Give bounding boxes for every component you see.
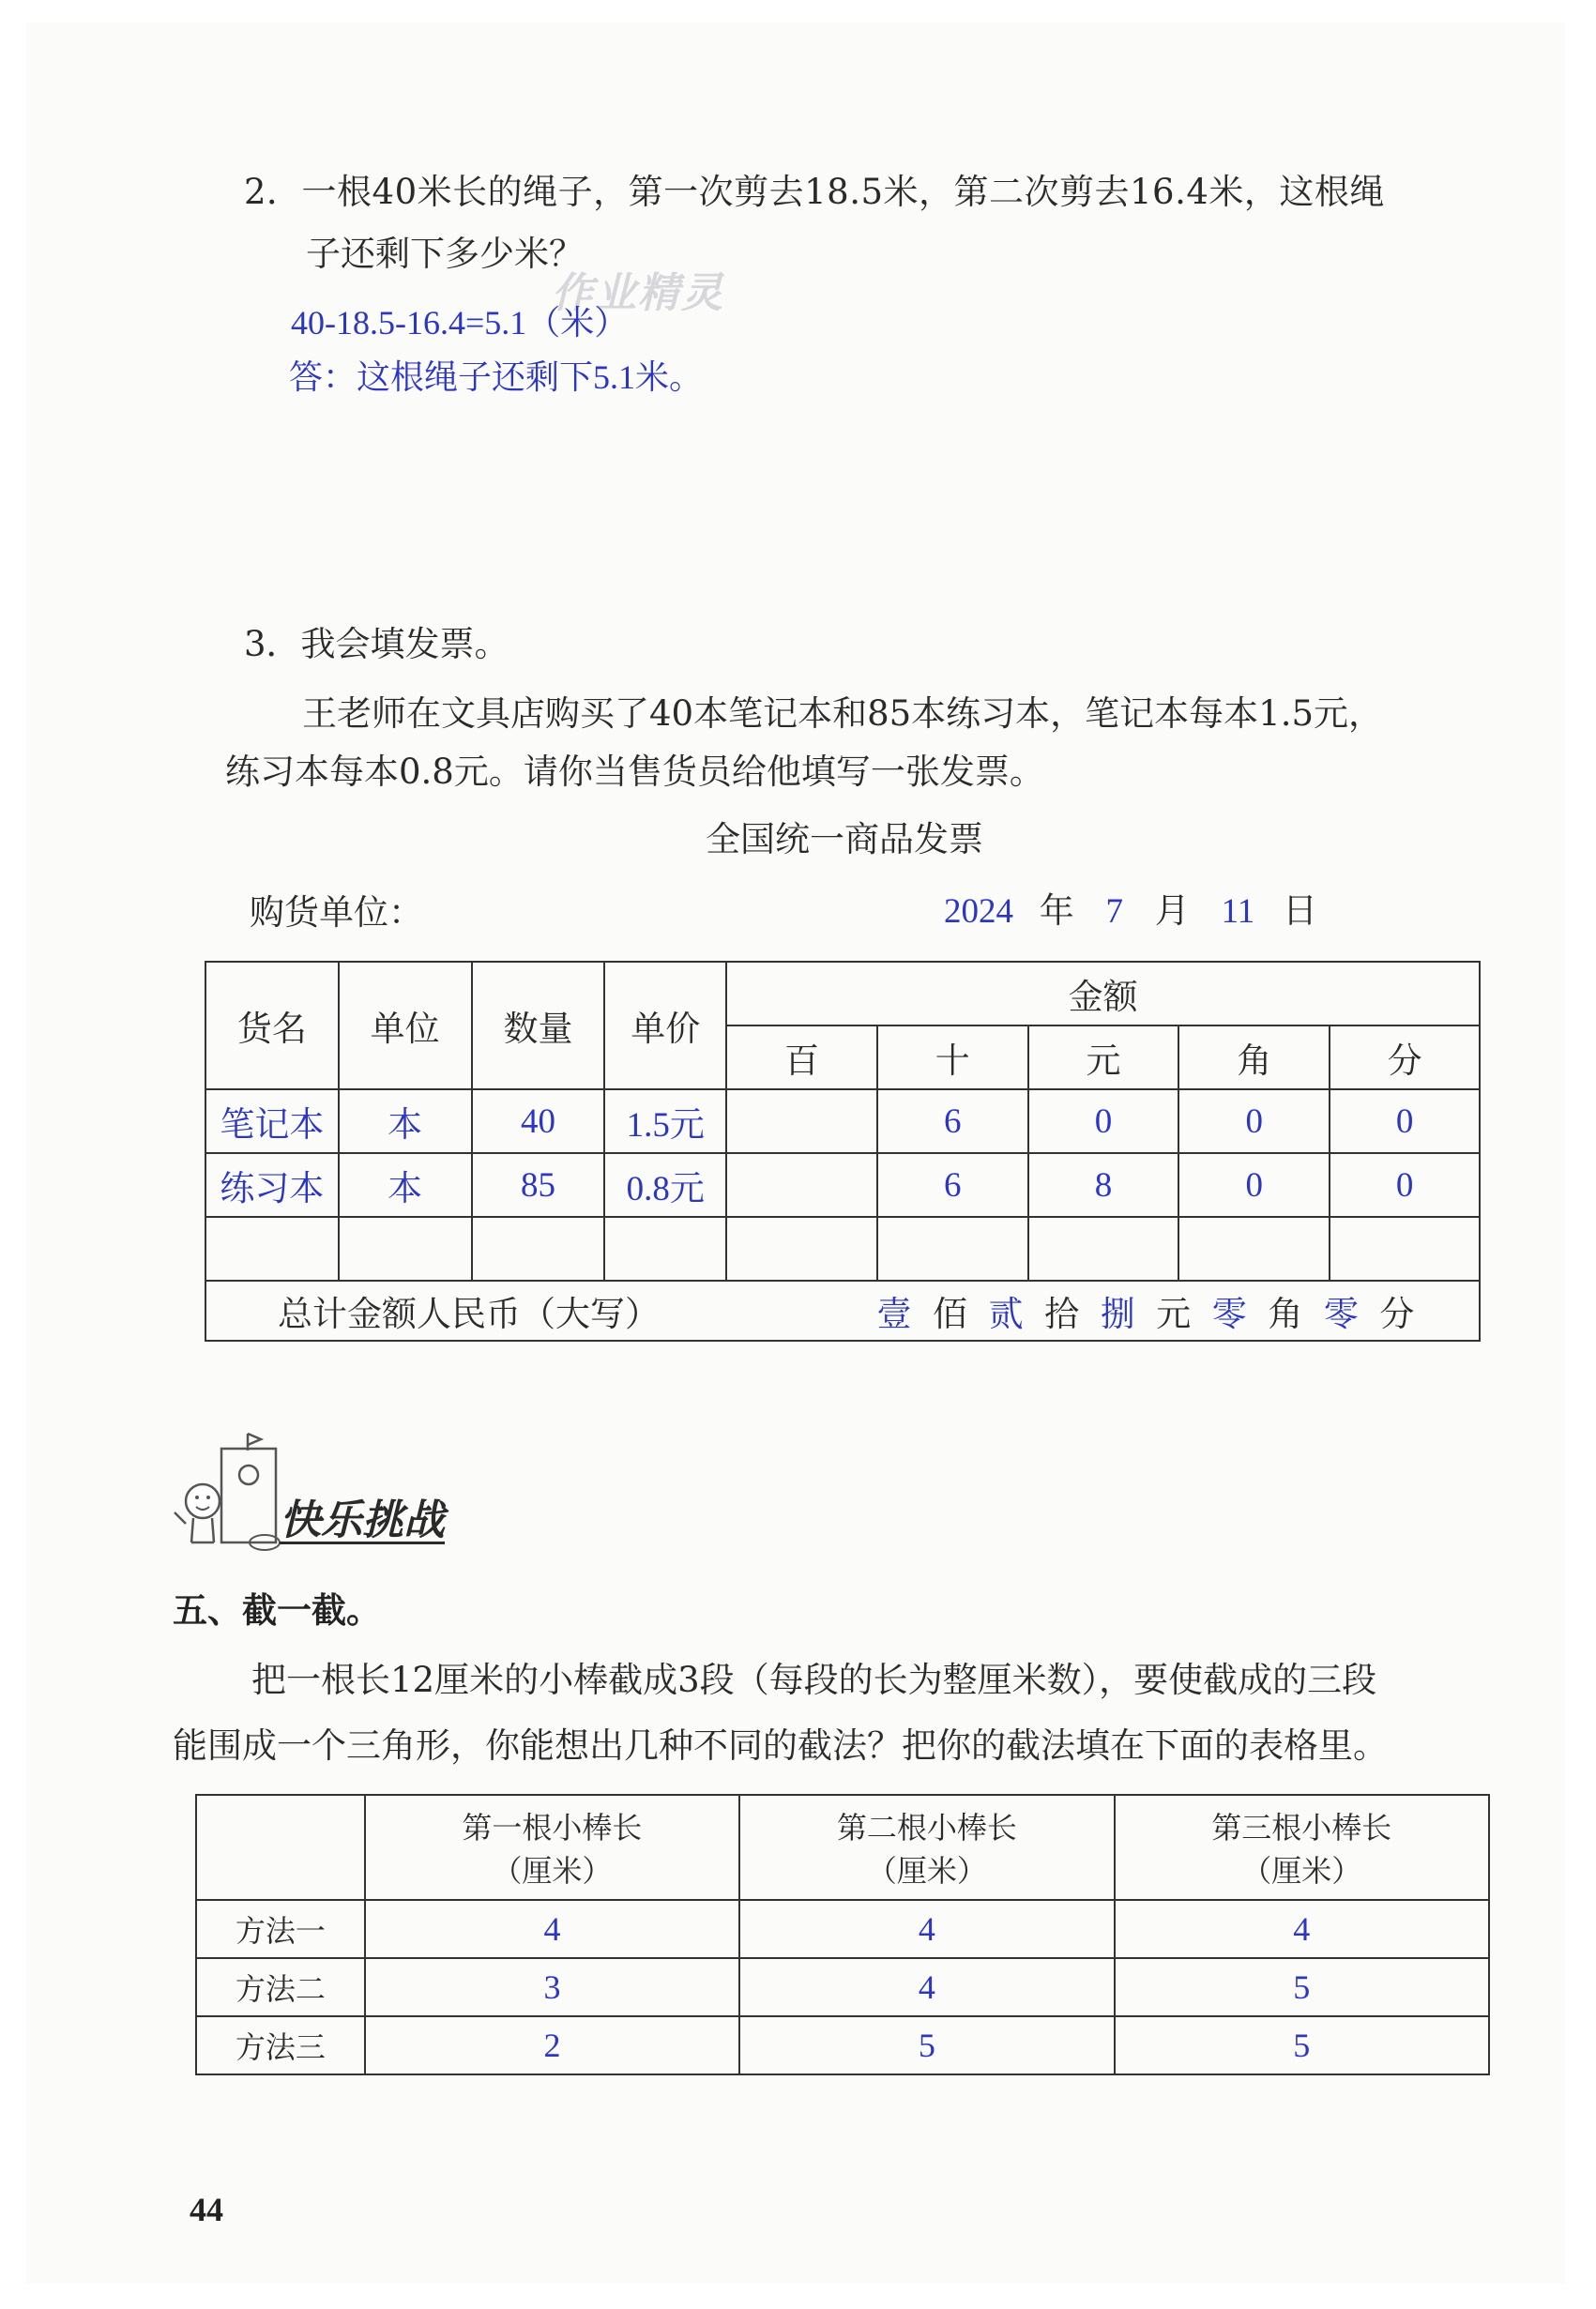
header-name: 货名: [205, 962, 339, 1089]
row-digit: 0: [1178, 1153, 1330, 1217]
amount-col-fen: 分: [1330, 1025, 1480, 1089]
row-digit: 0: [1330, 1089, 1480, 1153]
q3-paragraph-line2: 练习本每本0.8元。请你当售货员给他填写一张发票。: [225, 752, 1044, 792]
total-char: 零: [1323, 1294, 1359, 1334]
total-char: 零: [1211, 1294, 1247, 1334]
stick-length: 4: [365, 1900, 739, 1958]
invoice-title: 全国统一商品发票: [706, 819, 983, 859]
total-char: 拾: [1044, 1294, 1080, 1334]
q3-title: 3．我会填发票。: [244, 624, 509, 664]
q2-text-line1: 2．一根40米长的绳子，第一次剪去18.5米，第二次剪去16.4米，这根绳: [244, 172, 1385, 212]
stick-length: 5: [739, 2016, 1114, 2074]
amount-col-jiao: 角: [1178, 1025, 1330, 1089]
q3-paragraph-line1: 王老师在文具店购买了40本笔记本和85本练习本，笔记本每本1.5元，: [302, 693, 1384, 734]
stick-length: 5: [1115, 2016, 1489, 2074]
stick-length: 5: [1115, 1958, 1489, 2016]
total-row: [205, 1281, 1480, 1341]
section-title: 五、截一截。: [173, 1590, 381, 1631]
row-digit: 8: [1028, 1153, 1179, 1217]
method-label: 方法一: [196, 1900, 365, 1958]
table-row: [196, 1900, 1489, 1958]
row-qty: 40: [472, 1089, 605, 1153]
date-month: 7: [1105, 892, 1124, 931]
stick-length: 2: [365, 2016, 739, 2074]
page-number: 44: [190, 2191, 223, 2228]
total-char: 捌: [1100, 1294, 1135, 1334]
method-label: 方法三: [196, 2016, 365, 2074]
row-digit: [726, 1089, 877, 1153]
method-label: 方法二: [196, 1958, 365, 2016]
stick-length: 4: [739, 1958, 1114, 2016]
header-amount: 金额: [726, 962, 1480, 1025]
watermark: 作业精灵: [552, 269, 724, 317]
amount-col-hundreds: 百: [726, 1025, 877, 1089]
col-header-second-stick: 第二根小棒长 （厘米）: [739, 1795, 1114, 1900]
row-name: 笔记本: [205, 1089, 339, 1153]
col-header-first-stick: 第一根小棒长 （厘米）: [365, 1795, 739, 1900]
total-char: 角: [1268, 1294, 1303, 1334]
date-day-label: 日: [1282, 890, 1317, 931]
challenge-paragraph-line2: 能围成一个三角形，你能想出几种不同的截法？把你的截法填在下面的表格里。: [173, 1725, 1388, 1766]
row-unit: 本: [339, 1089, 472, 1153]
stick-length: 4: [739, 1900, 1114, 1958]
row-qty: 85: [472, 1153, 605, 1217]
invoice-table: [205, 961, 1481, 1342]
total-char: 壹: [876, 1294, 912, 1334]
row-unit: 本: [339, 1153, 472, 1217]
row-digit: 0: [1028, 1089, 1179, 1153]
row-price: 0.8元: [604, 1153, 726, 1217]
row-digit: [726, 1153, 877, 1217]
table-row: [196, 1958, 1489, 2016]
row-digit: 0: [1178, 1089, 1330, 1153]
amount-col-tens: 十: [877, 1025, 1028, 1089]
amount-col-yuan: 元: [1028, 1025, 1179, 1089]
total-char: 元: [1156, 1294, 1192, 1334]
stick-length: 4: [1115, 1900, 1489, 1958]
q2-answer-equation: 40-18.5-16.4=5.1（米）: [291, 304, 629, 342]
stick-length: 3: [365, 1958, 739, 2016]
date-year: 2024: [944, 892, 1013, 931]
cutting-methods-table: [195, 1794, 1490, 2075]
q2-text-line2: 子还剩下多少米？: [306, 234, 584, 274]
row-digit: 0: [1330, 1153, 1480, 1217]
challenge-paragraph-line1: 把一根长12厘米的小棒截成3段（每段的长为整厘米数），要使截成的三段: [251, 1660, 1377, 1700]
row-name: 练习本: [205, 1153, 339, 1217]
row-price: 1.5元: [604, 1089, 726, 1153]
total-char: 贰: [988, 1294, 1024, 1334]
buyer-label: 购货单位：: [250, 892, 423, 933]
invoice-date: [944, 882, 1317, 933]
table-row-empty: [205, 1217, 1480, 1281]
row-digit: 6: [877, 1153, 1028, 1217]
header-qty: 数量: [472, 962, 605, 1089]
total-char: 分: [1379, 1294, 1415, 1334]
table-row: [196, 2016, 1489, 2074]
total-amount-chinese: [869, 1285, 1422, 1336]
header-price: 单价: [604, 962, 726, 1089]
table-row: [205, 1153, 1480, 1217]
q2-answer-statement: 答：这根绳子还剩下5.1米。: [289, 358, 704, 396]
date-month-label: 月: [1154, 890, 1190, 931]
workbook-page: [26, 23, 1565, 2284]
total-char: 佰: [933, 1294, 968, 1334]
table-row: [205, 1089, 1480, 1153]
header-unit: 单位: [339, 962, 472, 1089]
date-year-label: 年: [1039, 890, 1074, 931]
challenge-banner: 快乐挑战: [280, 1496, 445, 1544]
col-header-third-stick: 第三根小棒长 （厘米）: [1115, 1795, 1489, 1900]
date-day: 11: [1221, 892, 1255, 931]
row-digit: 6: [877, 1089, 1028, 1153]
total-label: 总计金额人民币（大写）: [278, 1294, 660, 1334]
